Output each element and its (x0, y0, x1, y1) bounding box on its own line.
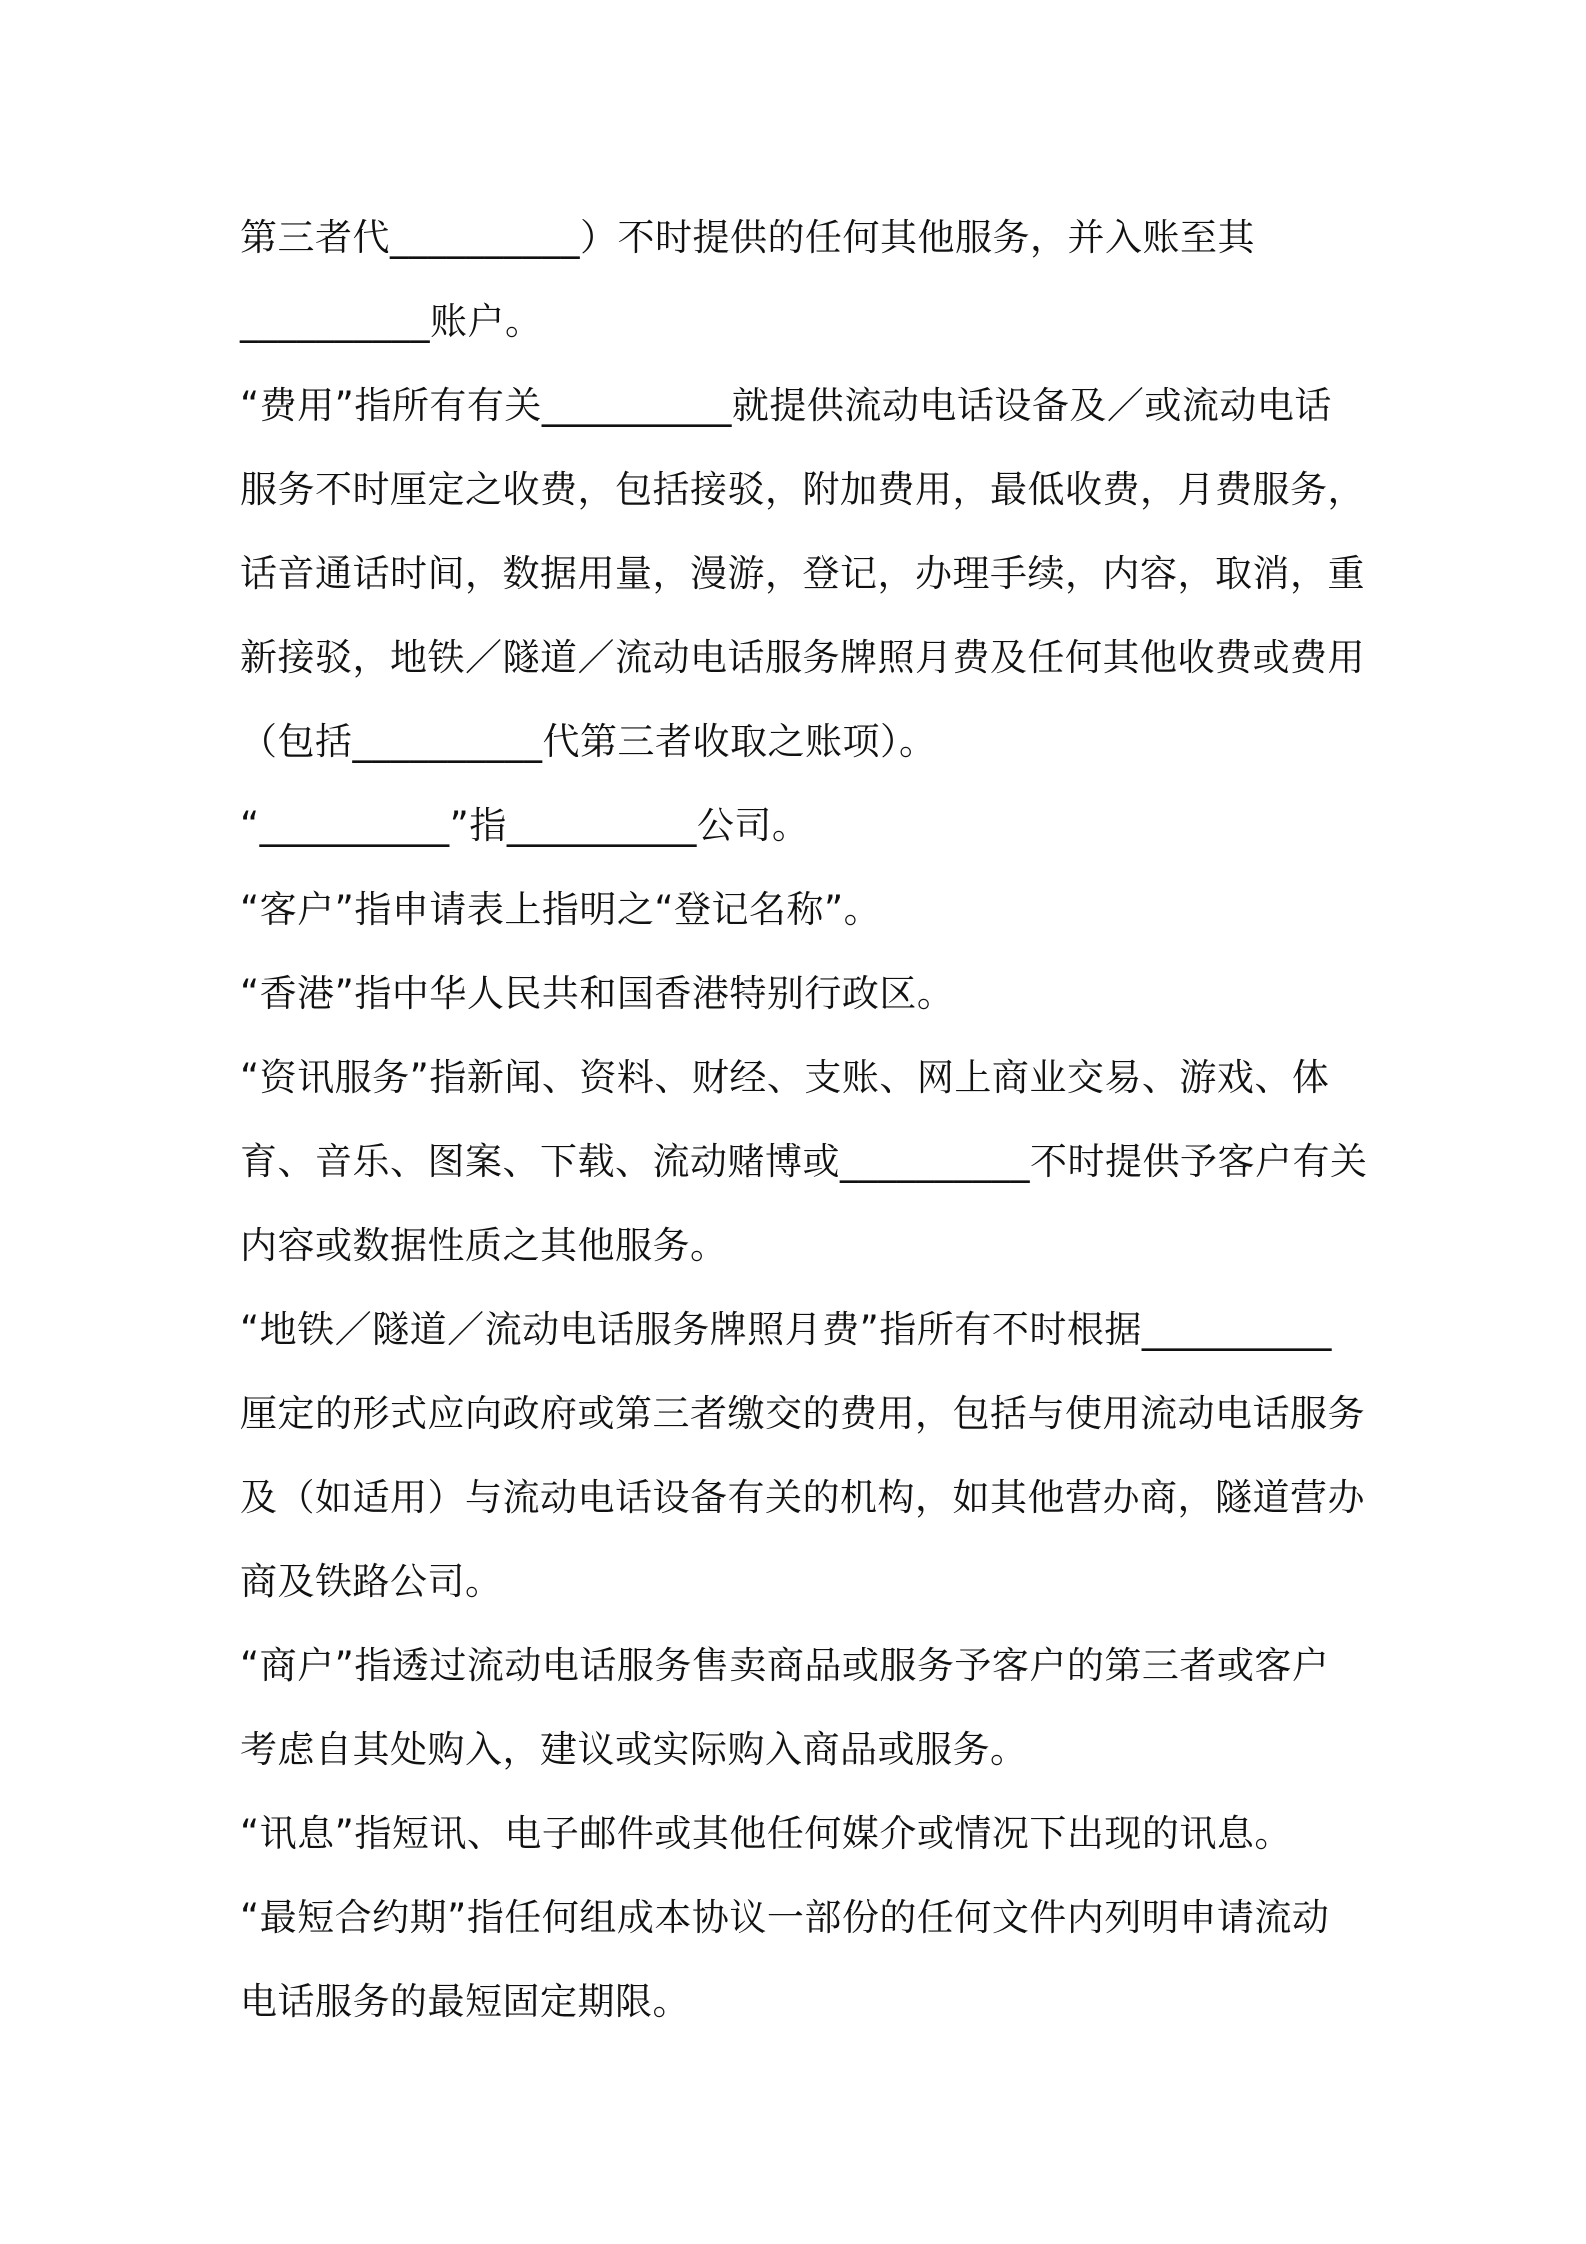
text-line: “讯息”指短讯、电子邮件或其他任何媒介或情况下出现的讯息。 (240, 1812, 1292, 1855)
text-line: “费用”指所有有关__________就提供流动电话设备及／或流动电话 (240, 384, 1332, 427)
text-line: 电话服务的最短固定期限。 (240, 1980, 690, 2023)
text-line: 商及铁路公司。 (240, 1560, 503, 1603)
text-line: “客户”指申请表上指明之“登记名称”。 (240, 888, 882, 931)
text-line: 育、音乐、图案、下载、流动赌博或__________不时提供予客户有关 (240, 1140, 1368, 1183)
text-line: 内容或数据性质之其他服务。 (240, 1224, 728, 1267)
text-line: 及（如适用）与流动电话设备有关的机构，如其他营办商，隧道营办 (240, 1476, 1365, 1519)
text-line: 厘定的形式应向政府或第三者缴交的费用，包括与使用流动电话服务 (240, 1392, 1365, 1435)
text-line: “地铁／隧道／流动电话服务牌照月费”指所有不时根据__________ (240, 1308, 1332, 1351)
text-line: 新接驳，地铁／隧道／流动电话服务牌照月费及任何其他收费或费用 (240, 636, 1365, 679)
text-line: 考虑自其处购入，建议或实际购入商品或服务。 (240, 1728, 1028, 1771)
text-line: “商户”指透过流动电话服务售卖商品或服务予客户的第三者或客户 (240, 1644, 1330, 1687)
text-line: __________账户。 (240, 300, 543, 343)
document-body (240, 196, 1368, 2044)
text-line: “资讯服务”指新闻、资料、财经、支账、网上商业交易、游戏、体 (240, 1056, 1330, 1099)
text-line: “最短合约期”指任何组成本协议一部份的任何文件内列明申请流动 (240, 1896, 1330, 1939)
text-line: “__________”指__________公司。 (240, 804, 810, 847)
text-line: 话音通话时间，数据用量，漫游，登记，办理手续，内容，取消，重 (240, 552, 1365, 595)
text-line: 服务不时厘定之收费，包括接驳，附加费用，最低收费，月费服务， (240, 468, 1365, 511)
text-line: （包括__________代第三者收取之账项）。 (240, 720, 937, 763)
text-line: “香港”指中华人民共和国香港特别行政区。 (240, 972, 955, 1015)
text-line: 第三者代__________）不时提供的任何其他服务，并入账至其 (240, 216, 1255, 259)
